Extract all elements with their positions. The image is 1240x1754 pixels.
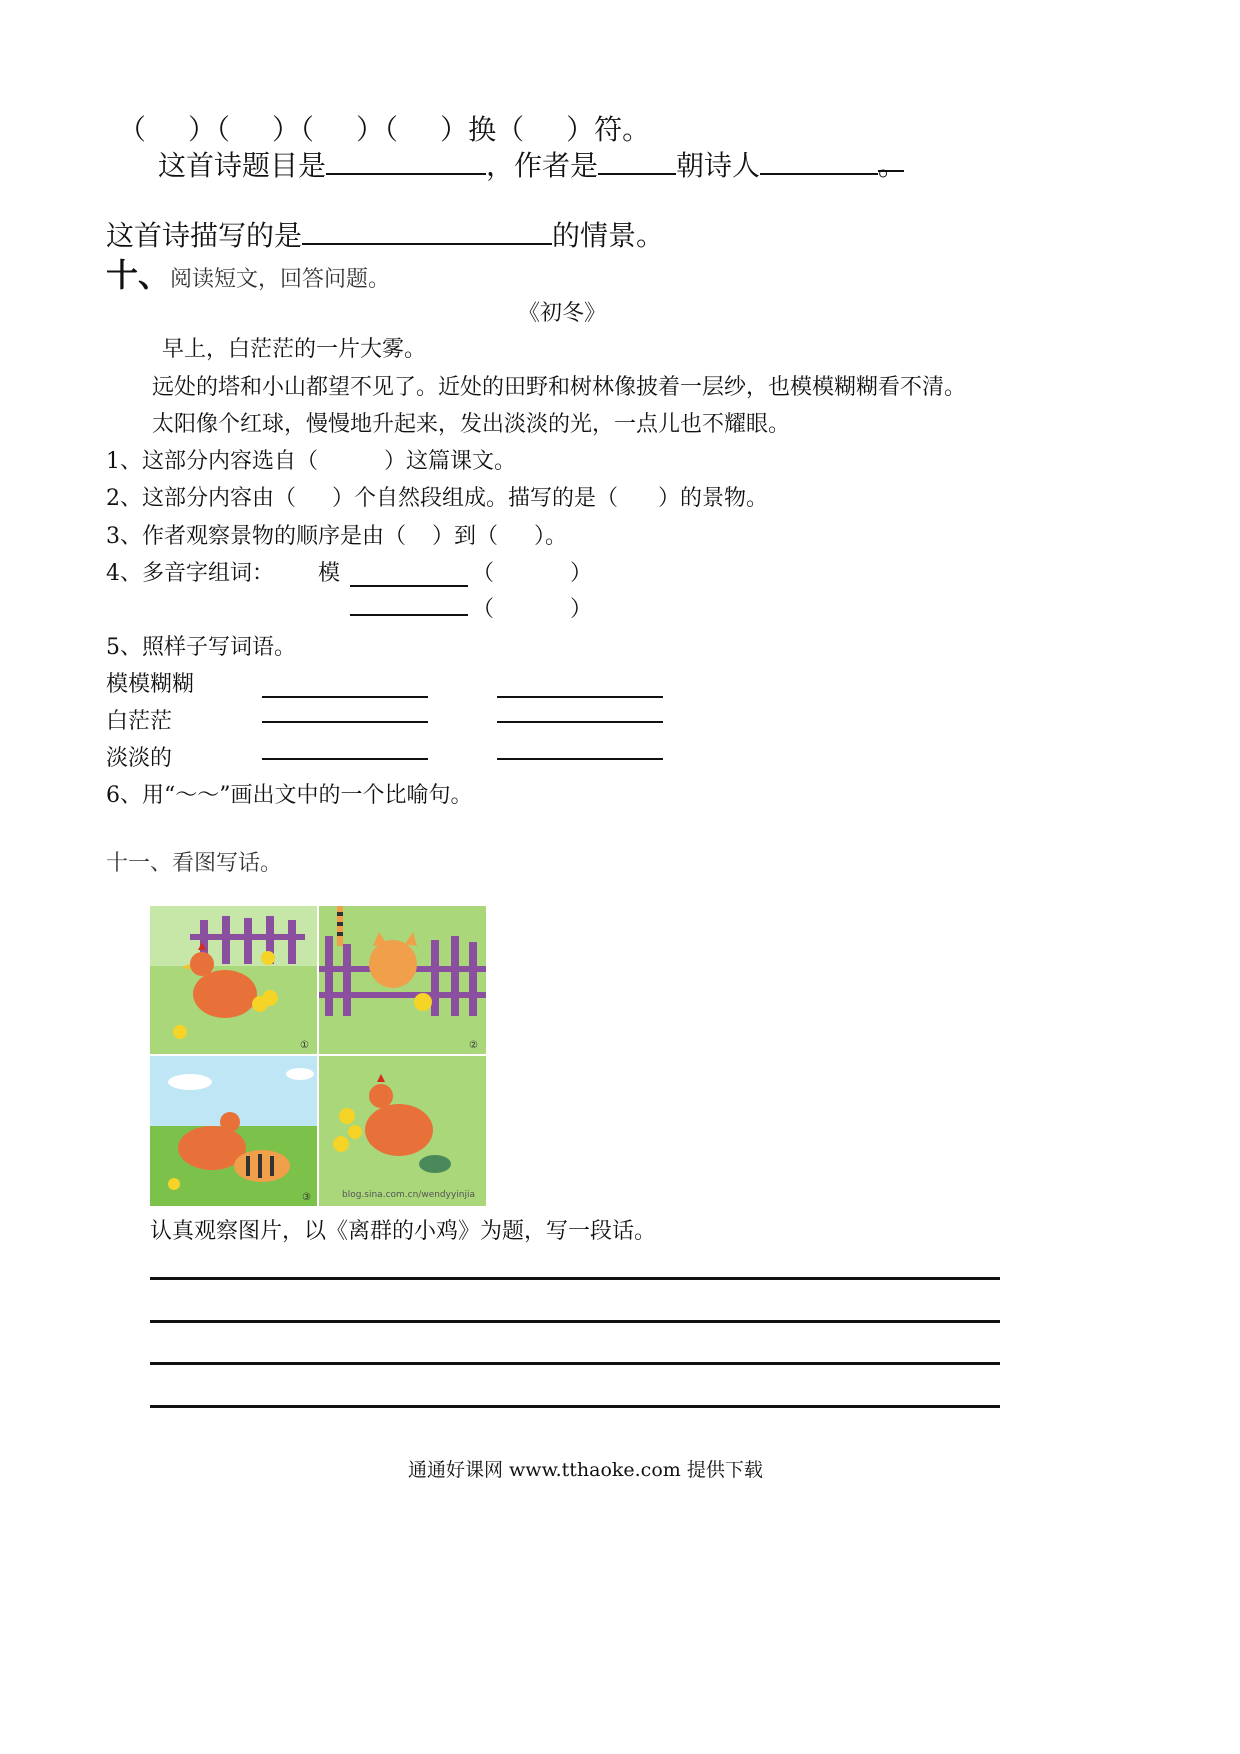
- poem-title-line: 这首诗题目是 ，作者是 朝诗人 。: [158, 144, 904, 184]
- paren-open-2: （: [472, 597, 495, 622]
- paren-close-1: ）: [570, 561, 593, 586]
- passage-line-3: 太阳像个红球，慢慢地升起来，发出淡淡的光，一点儿也不耀眼。: [152, 412, 791, 437]
- paren-open-1: （: [472, 561, 495, 586]
- example-word-2: 白茫茫: [106, 709, 173, 734]
- question-3: 3、作者观察景物的顺序是由（ ）到（ ）。: [106, 524, 568, 549]
- writing-line[interactable]: [150, 1405, 1000, 1408]
- svg-text:②: ②: [469, 1040, 478, 1051]
- comic-panel-2: [319, 906, 486, 1054]
- poem-scene-line: 这首诗描写的是 的情景。: [106, 219, 665, 252]
- passage-line-2: 远处的塔和小山都望不见了。近处的田野和树林像披着一层纱，也模模糊糊看不清。: [152, 375, 967, 400]
- word-blank[interactable]: [497, 721, 663, 723]
- passage-title: 《初冬》: [518, 301, 607, 326]
- section-11-heading: 十一、看图写话。: [106, 851, 283, 876]
- question-1: 1、这部分内容选自（ ）这篇课文。: [106, 449, 517, 474]
- writing-line[interactable]: [150, 1320, 1000, 1323]
- scene-blank[interactable]: [302, 217, 552, 245]
- poet-blank[interactable]: [760, 147, 878, 175]
- word-blank[interactable]: [262, 696, 428, 698]
- polyphone-blank-2[interactable]: [350, 614, 468, 616]
- passage-line-1: 早上，白茫茫的一片大雾。: [162, 337, 427, 362]
- word-blank[interactable]: [497, 758, 663, 760]
- comic-panel-3: [150, 1056, 317, 1206]
- comic-panel-1: [150, 906, 317, 1054]
- writing-line[interactable]: [150, 1362, 1000, 1365]
- word-blank[interactable]: [262, 721, 428, 723]
- question-5-label: 5、照样子写词语。: [106, 635, 296, 660]
- writing-line[interactable]: [150, 1277, 1000, 1280]
- blank-row-line: （ ）（ ）（ ）（ ）换（ ）符。: [118, 113, 651, 146]
- dynasty-blank[interactable]: [598, 147, 676, 175]
- svg-text:①: ①: [300, 1040, 309, 1051]
- poem-title-blank[interactable]: [326, 147, 486, 175]
- page-footer[interactable]: 通通好课网 www.tthaoke.com 提供下载: [408, 1459, 763, 1481]
- section-10-heading: 十、阅读短文，回答问题。: [106, 256, 391, 294]
- example-word-3: 淡淡的: [106, 746, 173, 771]
- example-word-1: 模模糊糊: [106, 672, 195, 697]
- comic-panel-4: [319, 1056, 486, 1206]
- question-2: 2、这部分内容由（ ）个自然段组成。描写的是（ ）的景物。: [106, 486, 769, 511]
- writing-instruction: 认真观察图片，以《离群的小鸡》为题，写一段话。: [150, 1219, 657, 1244]
- question-6: 6、用“～～”画出文中的一个比喻句。: [106, 783, 473, 808]
- polyphone-char: 模: [318, 561, 341, 586]
- image-watermark: blog.sina.com.cn/wendyyinjia: [342, 1190, 476, 1200]
- svg-text:③: ③: [302, 1192, 311, 1203]
- word-blank[interactable]: [497, 696, 663, 698]
- word-blank[interactable]: [262, 758, 428, 760]
- question-4-label: 4、多音字组词：: [106, 561, 274, 586]
- paren-close-2: ）: [570, 597, 593, 622]
- polyphone-blank-1[interactable]: [350, 585, 468, 587]
- comic-picture: [150, 906, 486, 1206]
